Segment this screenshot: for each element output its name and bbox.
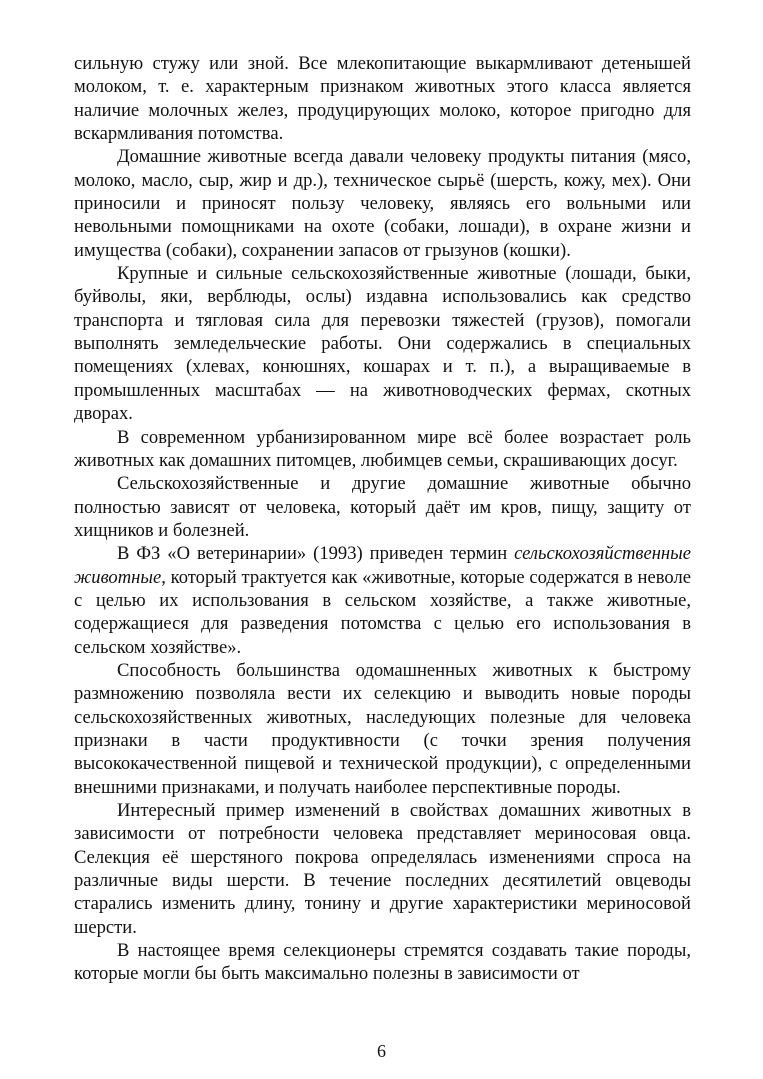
paragraph: Домашние животные всегда давали человеку продукты питания (мясо, молоко, масло, сыр, жир и др.), техническое сырьё (шерсть, кожу, мех). Они приносили и приносят пользу человеку, являясь его вольными или невольными помощниками на охоте (собаки, лошади), в охране жизни и имущества (собаки), сохранении запасов от грызунов (кошки). — [74, 146, 691, 261]
paragraph-text: В ФЗ «О ветеринарии» (1993) приведен термин — [117, 543, 515, 565]
document-page — [74, 52, 691, 986]
paragraph: Крупные и сильные сельскохозяйственные животные (лошади, быки, буйволы, яки, верблюды, ослы) издавна использовались как средство транспорта и тягловая сила для перевозки тяжестей (грузов), помогали выполнять земледельческие работы. Они содержались в специальных помещениях (хлевах, конюшнях, кошарах и т. п.), а выращиваемые в промышленных масштабах — на животноводческих фермах, скотных дворах. — [74, 263, 691, 425]
paragraph: Сельскохозяйственные и другие домашние животные обычно полностью зависят от человека, который даёт им кров, пищу, защиту от хищников и болезней. — [74, 473, 691, 541]
page-number: 6 — [377, 1041, 386, 1061]
italic-term: сельскохозяйственные животные — [74, 543, 691, 588]
paragraph: Способность большинства одомашненных животных к быстрому размножению позволяла вести их селекцию и выводить новые породы сельскохозяйственных животных, наследующих полезные для человека признаки в части продуктивности (с точки зрения получения высококачественной пищевой и технической продукции), с определенными внешними признаками, и получать наиболее перспективные породы. — [74, 659, 691, 798]
paragraph: В настоящее время селекционеры стремятся создавать такие породы, которые могли бы быть максимально полезны в зависимости от — [74, 940, 691, 985]
paragraph: В современном урбанизированном мире всё более возрастает роль животных как домашних питомцев, любимцев семьи, скрашивающих досуг. — [74, 426, 691, 471]
paragraph: сильную стужу или зной. Все млекопитающие выкармливают детенышей молоком, т. е. характерным признаком животных этого класса является наличие молочных желез, продуцирующих молоко, которое пригодно для вскармливания потомства. — [74, 53, 691, 145]
paragraph: Интересный пример изменений в свойствах домашних животных в зависимости от потребности человека представляет мериносовая овца. Селекция её шерстяного покрова определялась изменениями спроса на различные виды шерсти. В течение последних десятилетий овцеводы старались изменить длину, тонину и другие характеристики мериносовой шерсти. — [74, 800, 691, 938]
paragraph-text: , который трактуется как «животные, которые содержатся в неволе с целью их использования в сельском хозяйстве, а также животные, содержащиеся для разведения потомства с целью его использования в сельском хозяйстве». — [74, 566, 691, 658]
paragraph-with-term — [74, 542, 691, 659]
